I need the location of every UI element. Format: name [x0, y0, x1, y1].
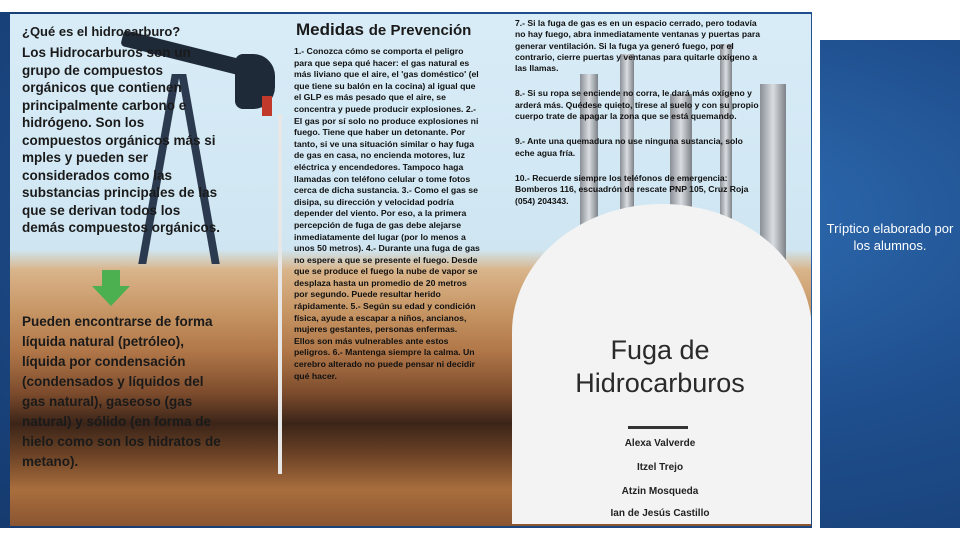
- prevention-title-main: Medidas: [296, 20, 365, 39]
- measure-10: 10.- Recuerde siempre los teléfonos de emergencia: Bomberos 116, escuadrón de rescate PNP 105, Cruz Roja (054) 204343.: [515, 172, 749, 206]
- cover-title: [510, 334, 810, 400]
- panel-prevention-measures: [286, 14, 506, 526]
- vertical-white-bar: [812, 0, 820, 540]
- prevention-text: 1.- Conozca cómo se comporta el peligro para que sepa qué hacer: el gas natural es más liviano que el aire, el 'gas doméstico' (el que tiene su balón en la cocina) al igual que el GLP es más pesado que el aire, se concentra y puede producir explosiones. 2.- El gas por sí solo no produce explosiones ni fuego. Tiene que haber un detonante. Por tanto, si ve una situación similar o hay fuga de gas en casa, no encienda motores, luz eléctrica y encendedores. Tampoco haga llamadas con teléfono celular o tome fotos cerca de dicha sustancia. 3.- Como el gas se disipa, su dirección y velocidad podría depender del viento. Por eso, a la primera percepción de fuga de gas debe alejarse inmediatamente del lugar (por lo menos a unos 50 metros). 4.- Durante una fuga de gas no espere a que se presente el fuego. Desde que se produce el fuego la nube de vapor se desplaza hasta un promedio de 20 metros por segundo. Puede resultar herido rápidamente. 5.- Según su edad y condición física, ayude a escapar a niños, ancianos, mujeres gestantes, personas enfermas. Ellos son más vulnerables ante estos peligros. 6.- Mantenga siempre la calma. Un cerebro alterado no puede pensar ni decidir qué hacer.: [294, 46, 480, 381]
- measure-8: 8.- Si su ropa se enciende no corra, le dará más oxígeno y arderá más. Quédese quieto, tírese al suelo y con su propio cuerpo trate de apagar la zona que se está quemando.: [515, 88, 759, 122]
- panel-hydrocarbon-definition: [10, 14, 270, 526]
- measure-9: 9.- Ante una quemadura no use ninguna sustancia, solo eche agua fría.: [515, 136, 743, 158]
- author-name: Itzel Trejo: [636, 462, 684, 473]
- definition-text: Los Hidrocarburos son un grupo de compuestos orgánicos que contienen principalmente carbono e hidrógeno. Son los compuestos orgánicos más si mples y pueden ser considerados como las substancias principales de las que se derivan todos los demás compuestos orgánicos.: [22, 45, 221, 235]
- cover-title-line2: Hidrocarburos: [575, 368, 745, 398]
- corner-white-block: [820, 0, 960, 40]
- prevention-title-rest: de Prevención: [368, 22, 472, 39]
- author-name: Atzin Mosqueda: [621, 486, 699, 497]
- panel-cover: [510, 14, 811, 526]
- prevention-title: [296, 20, 471, 40]
- cover-title-line1: Fuga de: [610, 335, 710, 365]
- pumpjack-red-part: [262, 96, 272, 116]
- author-name: Ian de Jesús Castillo: [610, 508, 710, 519]
- measures-continued: [515, 18, 760, 207]
- forms-text: Pueden encontrarse de forma líquida natural (petróleo), líquida por condensación (condensados y líquidos del gas natural), gaseoso (gas natural) y sólido (en forma de hielo como son los hidratos de metano).: [22, 314, 221, 469]
- cover-divider: [628, 426, 688, 429]
- question-heading: ¿Qué es el hidrocarburo?: [22, 24, 181, 39]
- well-rod: [278, 114, 282, 474]
- slide-caption: Tríptico elaborado por los alumnos.: [826, 221, 954, 253]
- down-arrow-head-icon: [92, 286, 130, 306]
- author-name: Alexa Valverde: [624, 438, 696, 449]
- brochure-image: [10, 14, 811, 526]
- measure-7: 7.- Si la fuga de gas es en un espacio cerrado, pero todavía no hay fuego, abra inmediatamente ventanas y puertas para generar ventilación. Si la fuga ya generó fuego, por el contrario, cierre puertas y ventanas para quitarle oxígeno a las llamas.: [515, 18, 760, 74]
